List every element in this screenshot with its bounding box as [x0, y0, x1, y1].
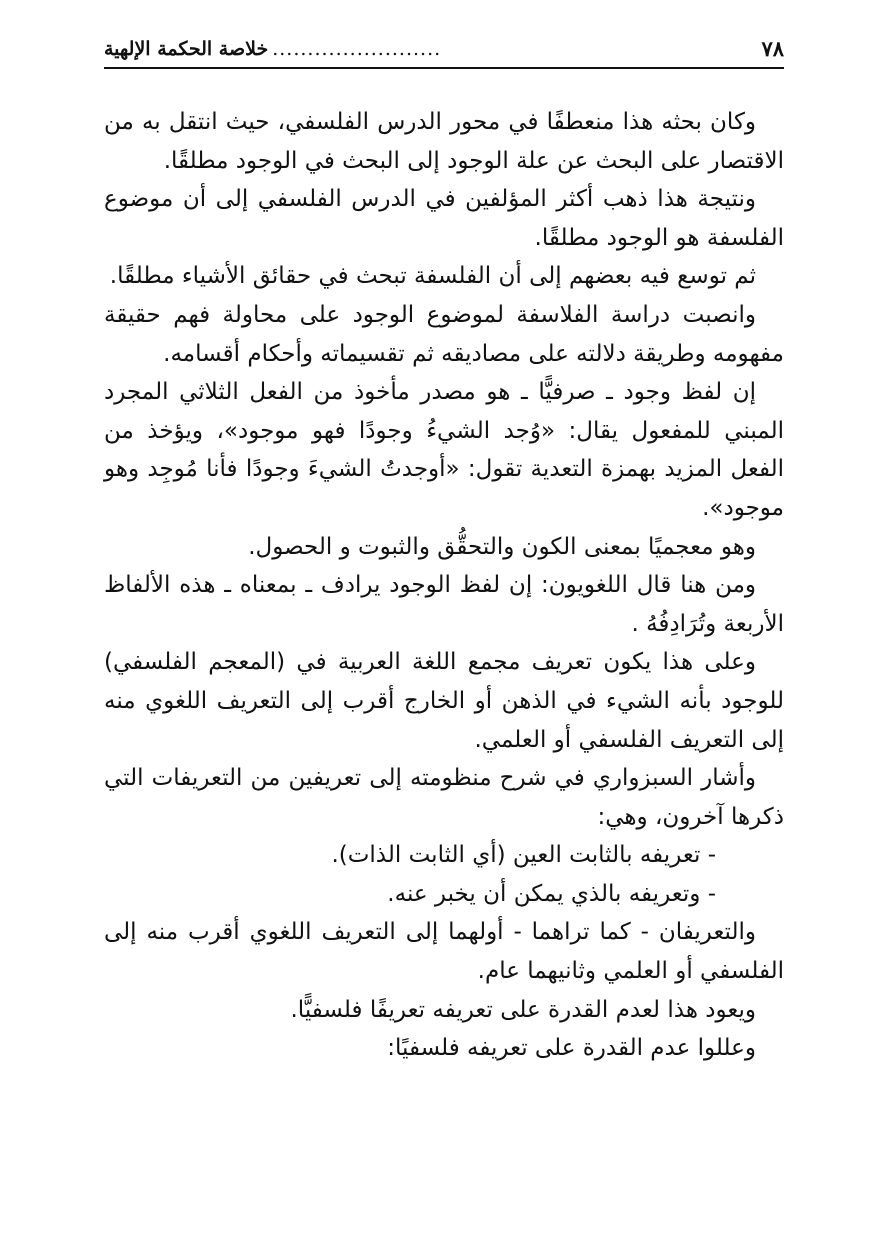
paragraph: ثم توسع فيه بعضهم إلى أن الفلسفة تبحث في حقائق الأشياء مطلقًا. — [109, 263, 756, 290]
list-item: - تعريفه بالثابت العين (أي الثابت الذات). — [331, 842, 716, 869]
paragraph: والتعريفان - كما تراهما - أولهما إلى التعريف اللغوي أقرب منه إلى الفلسفي أو العلمي وثانيهما عام. — [104, 919, 784, 985]
paragraph: ومن هنا قال اللغويون: إن لفظ الوجود يرادف ـ بمعناه ـ هذه الألفاظ الأربعة وتُرَادِفُهُ . — [104, 572, 784, 637]
paragraph: ونتيجة هذا ذهب أكثر المؤلفين في الدرس الفلسفي إلى أن موضوع الفلسفة هو الوجود مطلقًا. — [104, 186, 784, 251]
book-title: خلاصة الحكمة الإلهية — [104, 38, 269, 60]
running-header — [104, 30, 784, 64]
paragraph: وعلى هذا يكون تعريف مجمع اللغة العربية في (المعجم الفلسفي) للوجود بأنه الشيء في الذهن أو الخارج أقرب إلى التعريف اللغوي منه إلى التعريف الفلسفي أو العلمي. — [104, 649, 784, 753]
paragraph: ويعود هذا لعدم القدرة على تعريفه تعريفًا فلسفيًّا. — [290, 996, 756, 1023]
page-number: ٧٨ — [761, 36, 784, 61]
paragraph: وكان بحثه هذا منعطفًا في محور الدرس الفلسفي، حيث انتقل به من الاقتصار على البحث عن علة الوجود إلى البحث في الوجود مطلقًا. — [104, 109, 784, 174]
body-text — [104, 103, 784, 1068]
list-item: - وتعريفه بالذي يمكن أن يخبر عنه. — [387, 880, 716, 907]
paragraph: إن لفظ وجود ـ صرفيًّا ـ هو مصدر مأخوذ من الفعل الثلاثي المجرد المبني للمفعول يقال: «وُجد الشيءُ وجودًا فهو موجود»، ويؤخذ من الفعل المزيد بهمزة التعدية تقول: «أوجدتُ الشيءَ وجودًا فأنا مُوجِد وهو موجود». — [104, 379, 784, 521]
paragraph: وهو معجميًا بمعنى الكون والتحقُّق والثبوت و الحصول. — [248, 533, 756, 560]
header-rule — [104, 67, 784, 69]
paragraph: وأشار السبزواري في شرح منظومته إلى تعريفين من التعريفات التي ذكرها آخرون، وهي: — [104, 765, 784, 830]
paragraph: وعللوا عدم القدرة على تعريفه فلسفيًا: — [387, 1035, 756, 1062]
paragraph: وانصبت دراسة الفلاسفة لموضوع الوجود على محاولة فهم حقيقة مفهومه وطريقة دلالته على مصاديقه ثم تقسيماته وأحكام أقسامه. — [104, 301, 784, 367]
header-dot-leader: ........................ — [272, 38, 442, 60]
